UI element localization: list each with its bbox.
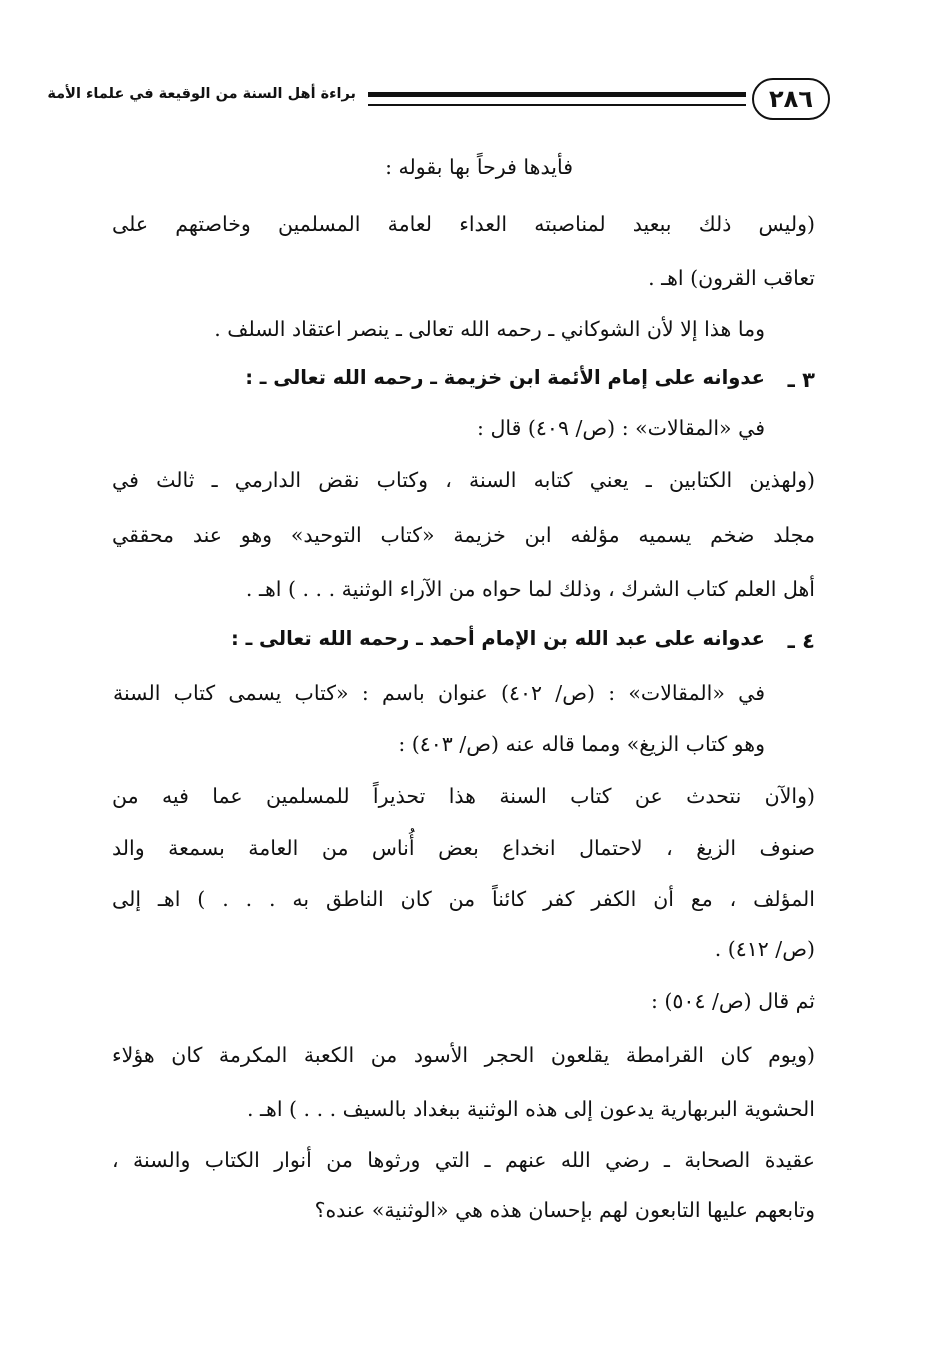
item-number: ٣ ـ [787,368,815,392]
text-line: مجلد ضخم يسميه مؤلفه ابن خزيمة «كتاب التوحيد» وهو عند محققي [112,523,815,547]
text-line: (وليس ذلك ببعيد لمناصبته العداء لعامة المسلمين وخاصتهم على [112,212,815,236]
item-number: ٤ ـ [787,629,815,653]
section-heading: عدوانه على إمام الأئمة ابن خزيمة ـ رحمه الله تعالى ـ : [245,366,765,389]
text-line: (ص/ ٤١٢) . [714,937,815,961]
text-line: في «المقالات» : (ص/ ٤٠٩) قال : [477,416,765,440]
text-line: المؤلف ، مع أن الكفر كفر كائناً من كان الناطق به . . . ) اهـ إلى [112,887,815,911]
text-line: وتابعهم عليها التابعون لهم بإحسان هذه هي «الوثنية» عنده؟ [314,1198,815,1222]
running-title: براءة أهل السنة من الوقيعة في علماء الأمة [47,86,356,102]
text-line: (ويوم كان القرامطة يقلعون الحجر الأسود من الكعبة المكرمة كان هؤلاء [112,1043,815,1067]
text-line: صنوف الزيغ ، لاحتمال انخداع بعض أُناس من العامة بسمعة والد [112,836,815,860]
text-line: الحشوية البربهارية يدعون إلى هذه الوثنية ببغداد بالسيف . . . ) اهـ . [246,1097,815,1121]
text-line: في «المقالات» : (ص/ ٤٠٢) عنوان باسم : «كتاب يسمى كتاب السنة [113,681,766,705]
text-line: (ولهذين الكتابين ـ يعني كتابه السنة ، وكتاب نقض الدارمي ـ ثالث في [112,468,815,492]
text-line: وهو كتاب الزيغ» ومما قاله عنه (ص/ ٤٠٣) : [398,732,765,756]
text-line: عقيدة الصحابة ـ رضي الله عنهم ـ التي ورثوها من أنوار الكتاب والسنة ، [112,1148,815,1172]
text-line: وما هذا إلا لأن الشوكاني ـ رحمه الله تعالى ـ ينصر اعتقاد السلف . [214,317,765,341]
text-line: تعاقب القرون) اهـ . [648,266,815,290]
text-line: فأيدها فرحاً بها بقوله : [385,155,573,179]
text-line: ثم قال (ص/ ٥٠٤) : [651,989,815,1013]
text-line: أهل العلم كتاب الشرك ، وذلك لما حواه من الآراء الوثنية . . . ) اهـ . [245,577,815,601]
section-heading: عدوانه على عبد الله بن الإمام أحمد ـ رحمه الله تعالى ـ : [231,627,765,650]
page-number: ٢٨٦ [752,78,830,120]
text-line: (والآن نتحدث عن كتاب السنة هذا تحذيراً للمسلمين عما فيه من [112,784,815,808]
